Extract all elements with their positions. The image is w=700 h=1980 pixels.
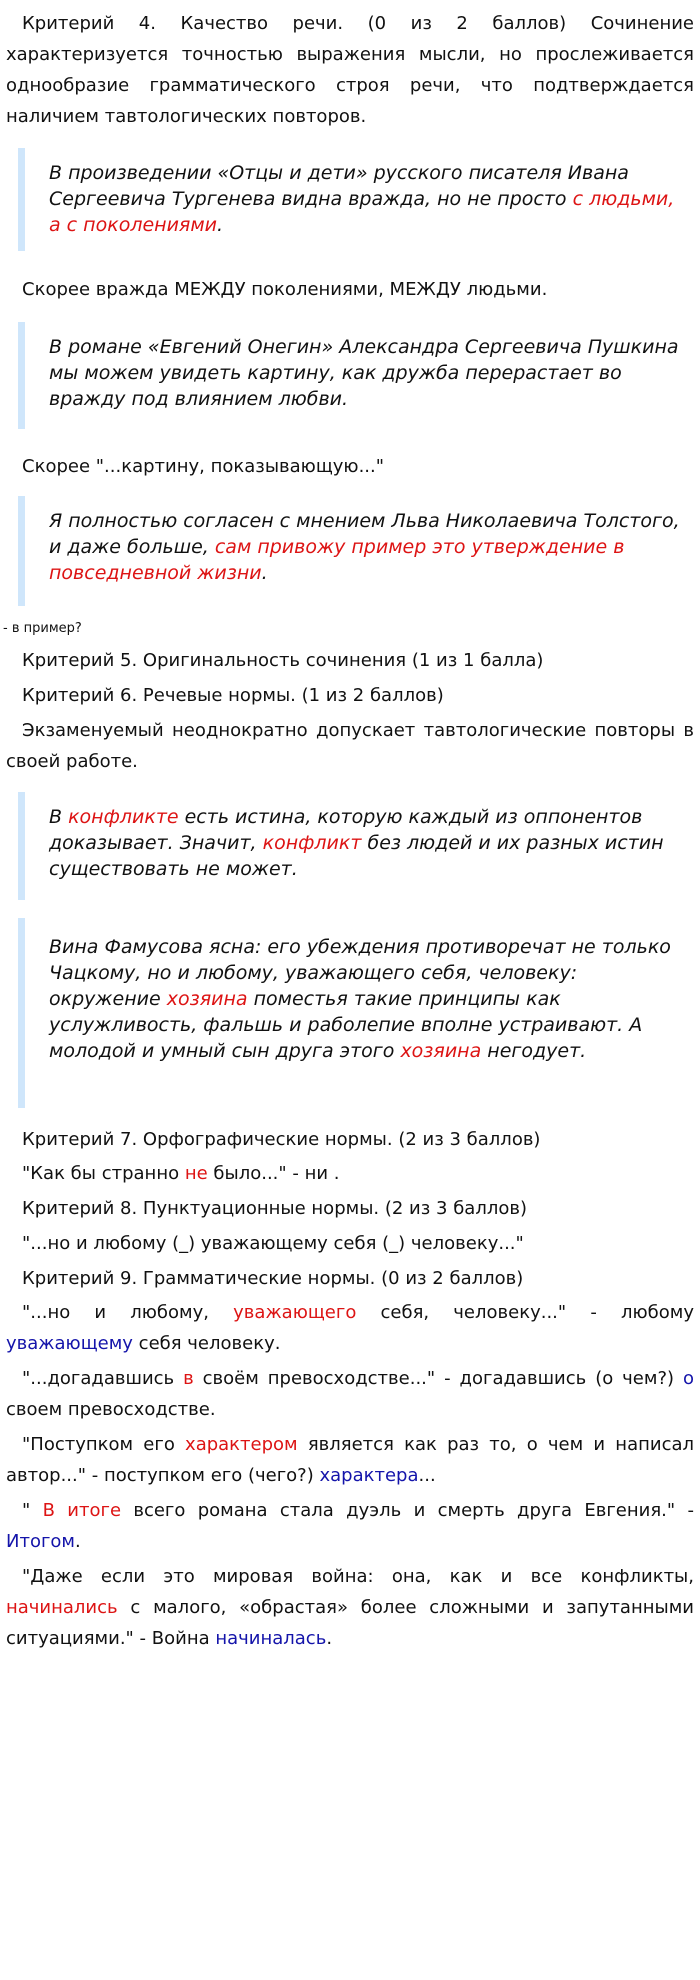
criterion-6-paragraph: Экзаменуемый неоднократно допускает тавтологические повторы в своей работе. <box>6 720 694 772</box>
criterion-4-paragraph <box>6 8 694 132</box>
comment-1: Скорее вражда МЕЖДУ поколениями, МЕЖДУ людьми. <box>22 279 548 300</box>
criterion-7: Критерий 7. Орфографические нормы. (2 из 3 баллов) <box>22 1129 541 1150</box>
margin-note: - в пример? <box>3 621 82 636</box>
highlighted-repeat: хозяина <box>166 988 248 1010</box>
criterion-6: Критерий 6. Речевые нормы. (1 из 2 баллов) <box>22 685 444 706</box>
highlighted-error: с людьми, а с поколениями <box>49 188 675 236</box>
criterion-8: Критерий 8. Пунктуационные нормы. (2 из 3 баллов) <box>22 1198 527 1219</box>
correction: характера <box>319 1465 419 1486</box>
highlighted-error: уважающего <box>233 1302 357 1323</box>
criterion-9: Критерий 9. Грамматические нормы. (0 из 2 баллов) <box>22 1268 524 1289</box>
highlighted-error: в <box>183 1368 194 1389</box>
quote-2-text: В романе «Евгений Онегин» Александра Сергеевича Пушкина мы можем увидеть картину, как дружба перерастает во вражду под влиянием любви. <box>49 336 679 410</box>
highlighted-repeat: конфликт <box>262 832 362 854</box>
comment-9-5: "Даже если это мировая война: она, как и все конфликты, начинались с малого, «обрастая» более сложными и запутанными ситуациями." - Война начиналась. <box>6 1566 694 1649</box>
quote-1-text: В произведении «Отцы и дети» русского писателя Ивана Сергеевича Тургенева видна вражда, но не просто с людьми, а с поколениями. <box>49 162 675 236</box>
highlighted-repeat: хозяина <box>400 1040 482 1062</box>
correction: начиналась <box>215 1628 327 1649</box>
quote-block-4 <box>18 792 690 900</box>
quote-3-text: Я полностью согласен с мнением Льва Николаевича Толстого, и даже больше, сам привожу пример это утверждение в повседневной жизни. <box>49 510 680 584</box>
comment-9-2: "...догадавшись в своём превосходстве..." - догадавшись (о чем?) о своем превосходстве. <box>6 1368 694 1420</box>
comment-9-4: " В итоге всего романа стала дуэль и смерть друга Евгения." - Итогом. <box>6 1500 694 1552</box>
correction: о <box>682 1368 694 1389</box>
highlighted-repeat: конфликте <box>68 806 179 828</box>
criterion-4-text: Критерий 4. Качество речи. (0 из 2 баллов) Сочинение характеризуется точностью выражения мысли, но прослеживается однообразие грамматического строя речи, что подтверждается наличием тавтологических повторов. <box>6 13 694 127</box>
comment-8: "...но и любому (_) уважающему себя (_) человеку..." <box>22 1233 524 1254</box>
quote-5-text: Вина Фамусова ясна: его убеждения противоречат не только Чацкому, но и любому, уважающего себя, человеку: окружение хозяина поместья такие принципы как услужливость, фальшь и раболепие вполне устраивают. А молодой и умный сын друга этого хозяина негодует. <box>49 936 671 1062</box>
quote-block-2 <box>18 322 690 429</box>
quote-block-5 <box>18 918 690 1108</box>
highlighted-error: начинались <box>6 1597 118 1618</box>
comment-9-1: "...но и любому, уважающего себя, человеку..." - любому уважающему себя человеку. <box>6 1302 695 1354</box>
correction: Итогом <box>6 1531 76 1552</box>
comment-9-3: "Поступком его характером является как раз то, о чем и написал автор..." - поступком его (чего?) характера... <box>6 1434 694 1486</box>
criterion-5: Критерий 5. Оригинальность сочинения (1 из 1 балла) <box>22 650 544 671</box>
highlighted-error: не <box>184 1163 208 1184</box>
highlighted-error: характером <box>185 1434 298 1455</box>
comment-7: "Как бы странно не было..." - ни . <box>22 1163 340 1184</box>
highlighted-error: сам привожу пример это утверждение в повседневной жизни <box>49 536 625 584</box>
correction: уважающему <box>6 1333 133 1354</box>
highlighted-error: В итоге <box>42 1500 122 1521</box>
quote-block-1 <box>18 148 690 251</box>
comment-2: Скорее "...картину, показывающую..." <box>22 456 385 477</box>
quote-4-text: В конфликте есть истина, которую каждый из оппонентов доказывает. Значит, конфликт без людей и их разных истин существовать не может. <box>49 806 664 880</box>
quote-block-3 <box>18 496 690 606</box>
